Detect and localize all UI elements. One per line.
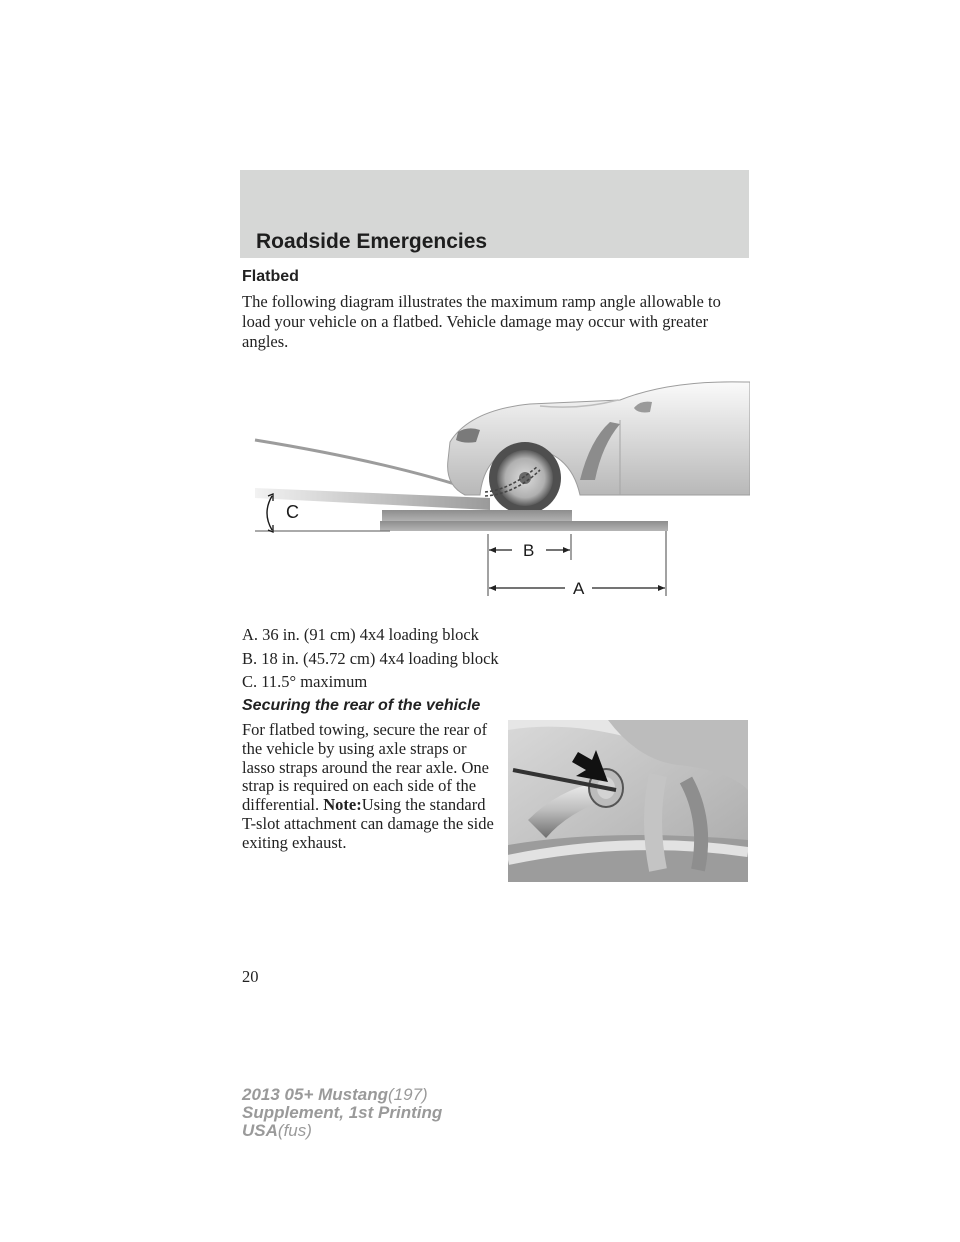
securing-text: For flatbed towing, secure the rear of the vehicle by using axle straps or lasso straps around the rear axle. One strap is required on each side of the differential. [242,720,489,815]
label-c: C [286,502,299,522]
diagram-legend [242,625,499,696]
footer-code: (197) [388,1085,428,1104]
footer-model: 2013 05+ Mustang [242,1085,388,1104]
footer-line-1 [242,1086,442,1104]
header-band [240,170,749,258]
ramp-angle-diagram [240,370,750,610]
subsection-title: Securing the rear of the vehicle [242,697,481,714]
footer-market-code: (fus) [277,1121,312,1140]
footer-line-3 [242,1122,442,1140]
legend-item-b: B. 18 in. (45.72 cm) 4x4 loading block [242,648,499,668]
label-a: A [573,579,585,598]
footer-market: USA [242,1121,278,1140]
label-b: B [523,541,535,560]
page-number: 20 [242,967,259,986]
intro-paragraph: The following diagram illustrates the maximum ramp angle allowable to load your vehicle on a flatbed. Vehicle damage may occur with greater angles. [242,292,721,351]
footer-supplement: Supplement, 1st Printing [242,1103,443,1122]
loading-block-b [382,510,572,522]
note-text: Using the standard T-slot attachment can damage the side exiting exhaust. [242,795,494,852]
legend-item-a: A. 36 in. (91 cm) 4x4 loading block [242,625,479,644]
rear-axle-photo [508,720,748,882]
flatbed-deck [380,521,668,531]
tow-strap [255,440,480,492]
legend-item-c: C. 11.5° maximum [242,672,368,691]
securing-paragraph [242,721,500,853]
section-title: Flatbed [242,268,299,285]
page-header-title: Roadside Emergencies [256,230,488,253]
footer [242,1086,442,1140]
footer-line-2 [242,1104,442,1122]
angle-c-arc [267,496,272,530]
note-label: Note: [323,795,362,815]
